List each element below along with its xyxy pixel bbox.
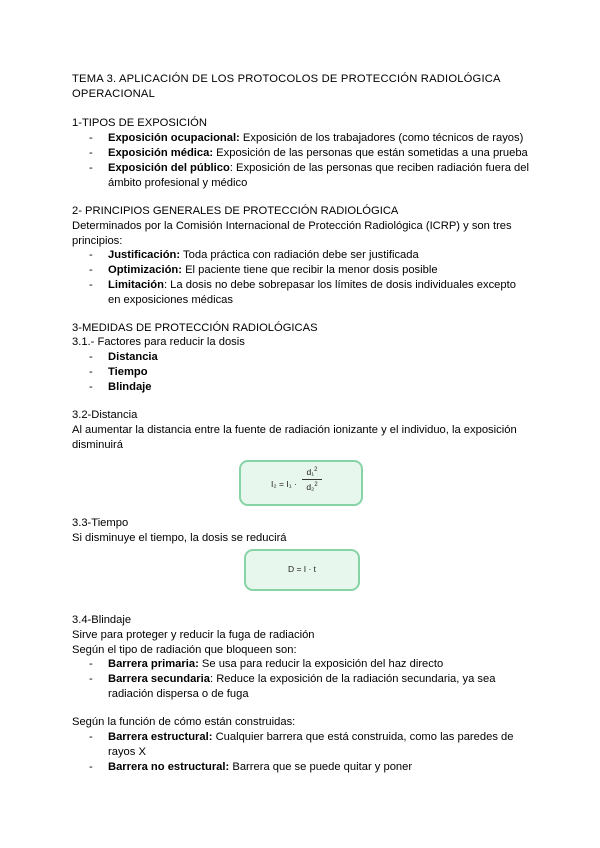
exposure-types-list	[72, 131, 532, 191]
list-item: - Barrera estructural: Cualquier barrera que está construida, como las paredes de rayos X	[89, 731, 514, 758]
inverse-square-formula: I₂ = I₁ · d₁$^2$ d₂$^2$	[239, 460, 363, 506]
function-text: Según la función de cómo están construidas:	[72, 716, 296, 728]
principles-list	[72, 248, 532, 308]
list-item: - Justificación: Toda práctica con radiación debe ser justificada	[89, 249, 419, 261]
subsection-3-3-heading: 3.3-Tiempo	[72, 517, 129, 529]
distance-text: Al aumentar la distancia entre la fuente de radiación ionizante y el individuo, la exposición disminuirá	[72, 424, 517, 451]
list-item: - Blindaje	[89, 381, 152, 393]
barrier-types-list	[72, 657, 532, 702]
list-item: - Exposición médica: Exposición de las personas que están sometidas a una prueba	[89, 147, 528, 159]
list-item: - Barrera no estructural: Barrera que se puede quitar y poner	[89, 761, 413, 773]
subsection-3-4-heading: 3.4-Blindaje	[72, 614, 132, 626]
section-1-heading: 1-TIPOS DE EXPOSICIÓN	[72, 117, 207, 129]
barrier-function-list	[72, 730, 532, 775]
subsection-3-1-heading: 3.1.- Factores para reducir la dosis	[72, 336, 245, 348]
factors-list	[72, 350, 532, 395]
list-item: - Limitación: La dosis no debe sobrepasar los límites de dosis individuales excepto en exposiciones médicas	[89, 279, 516, 306]
list-item: - Barrera primaria: Se usa para reducir la exposición del haz directo	[89, 658, 444, 670]
list-item: - Optimización: El paciente tiene que recibir la menor dosis posible	[89, 264, 438, 276]
list-item: - Exposición del público: Exposición de las personas que reciben radiación fuera del ámbito profesional y médico	[89, 162, 529, 189]
document-title: TEMA 3. APLICACIÓN DE LOS PROTOCOLOS DE PROTECCIÓN RADIOLÓGICA OPERACIONAL	[72, 73, 501, 100]
time-text: Si disminuye el tiempo, la dosis se reducirá	[72, 532, 287, 544]
list-item: - Tiempo	[89, 366, 148, 378]
distance-fraction: d₁$^2$ d₂$^2$	[302, 467, 322, 492]
section-2-intro: Determinados por la Comisión Internacional de Protección Radiológica (ICRP) y son tres principios:	[72, 220, 512, 247]
list-item: - Exposición ocupacional: Exposición de los trabajadores (como técnicos de rayos)	[89, 132, 524, 144]
list-item: - Barrera secundaria: Reduce la exposición de la radiación secundaria, ya sea radiación dispersa o de fuga	[89, 673, 496, 700]
shielding-text: Sirve para proteger y reducir la fuga de radiación Según el tipo de radiación que bloqueen son:	[72, 629, 315, 656]
dose-formula: D = I · t	[244, 549, 360, 591]
subsection-3-2-heading: 3.2-Distancia	[72, 409, 138, 421]
section-2-heading: 2- PRINCIPIOS GENERALES DE PROTECCIÓN RADIOLÓGICA	[72, 205, 399, 217]
list-item: - Distancia	[89, 351, 158, 363]
section-3-heading: 3-MEDIDAS DE PROTECCIÓN RADIOLÓGICAS	[72, 322, 318, 334]
